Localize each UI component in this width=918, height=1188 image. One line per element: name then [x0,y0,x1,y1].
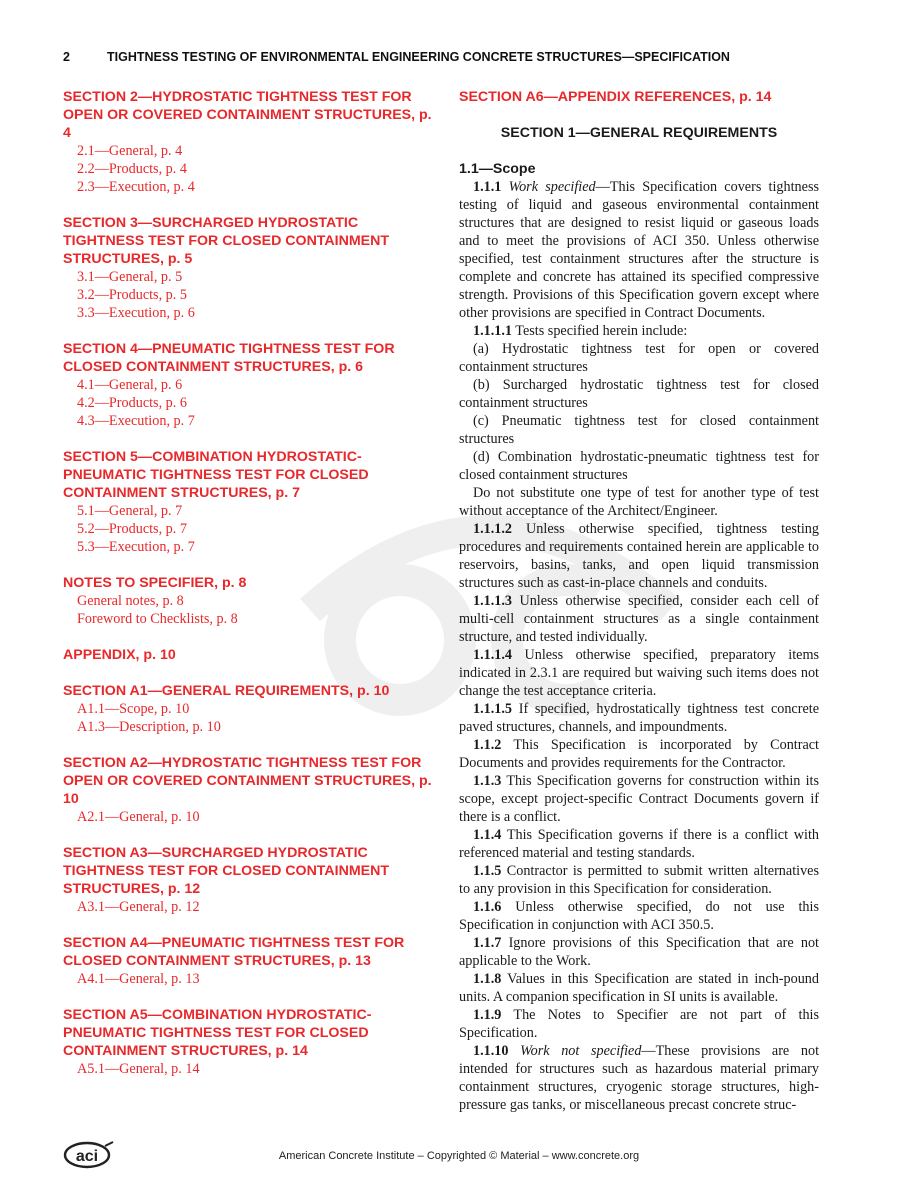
paragraph: Do not substitute one type of test for another type of test without acceptance of the Architect/Engineer. [459,485,819,519]
paragraph: 1.1.1.1 Tests specified herein include: [473,323,688,339]
toc-item[interactable]: A1.3—Description, p. 10 [77,719,221,735]
toc-section-heading[interactable]: SECTION A6—APPENDIX REFERENCES, p. 14 [459,89,772,105]
toc-item[interactable]: 3.2—Products, p. 5 [77,287,187,303]
paragraph: 1.1.2 This Specification is incorporated by Contract Documents and provides requirements for the Contractor. [459,737,819,771]
toc-item[interactable]: A1.1—Scope, p. 10 [77,701,190,717]
toc-section-heading[interactable]: SECTION 4—PNEUMATIC TIGHTNESS TEST FOR CLOSED CONTAINMENT STRUCTURES, p. 6 [63,341,395,375]
toc-group [63,574,433,628]
paragraph: 1.1.1 Work specified—This Specification covers tightness testing of liquid and gaseous environmental containment structures that are designed to resist liquid or gaseous loads and to meet the provisions of ACI 350. Unless otherwise specified, test containment structures after the structure is complete and concrete has attained its specified compressive strength. Provisions of this Specification govern except where other provisions are specified in Contract Documents. [459,179,819,321]
list-item: (c) Pneumatic tightness test for closed containment structures [459,413,819,447]
paragraph: 1.1.3 This Specification governs for construction within its scope, except project-specific Contract Documents govern if there is a conflict. [459,773,819,825]
toc-group [63,682,433,736]
toc-item[interactable]: 2.3—Execution, p. 4 [77,179,195,195]
toc-group [63,754,433,826]
paragraph: 1.1.6 Unless otherwise specified, do not use this Specification in conjunction with ACI 350.5. [459,899,819,933]
page-footer: American Concrete Institute – Copyrighted © Material – www.concrete.org [278,1150,640,1162]
toc-item[interactable]: A2.1—General, p. 10 [77,809,200,825]
toc-group [63,934,433,988]
paragraph: 1.1.7 Ignore provisions of this Specification that are not applicable to the Work. [459,935,819,969]
toc-item[interactable]: 3.3—Execution, p. 6 [77,305,195,321]
body-right-column [459,88,819,1114]
toc-item[interactable]: 5.3—Execution, p. 7 [77,539,195,555]
toc-section-heading[interactable]: SECTION A2—HYDROSTATIC TIGHTNESS TEST FOR OPEN OR COVERED CONTAINMENT STRUCTURES, p. 10 [63,755,432,807]
toc-item[interactable]: 2.1—General, p. 4 [77,143,183,159]
paragraph: 1.1.5 Contractor is permitted to submit written alternatives to any provision in this Specification for consideration. [459,863,819,897]
toc-item[interactable]: 4.1—General, p. 6 [77,377,183,393]
toc-section-heading[interactable]: NOTES TO SPECIFIER, p. 8 [63,575,247,591]
page-header [63,50,863,64]
toc-group [63,340,433,430]
toc-group [63,1006,433,1078]
toc-item[interactable]: 3.1—General, p. 5 [77,269,183,285]
toc-item[interactable]: Foreword to Checklists, p. 8 [77,611,238,627]
logo-text: aci [75,1148,99,1165]
toc-item[interactable]: 4.2—Products, p. 6 [77,395,187,411]
subsection-title: 1.1—Scope [459,161,536,177]
running-title: TIGHTNESS TESTING OF ENVIRONMENTAL ENGINEERING CONCRETE STRUCTURES—SPECIFICATION [107,50,730,64]
toc-item[interactable]: 5.1—General, p. 7 [77,503,183,519]
list-item: (a) Hydrostatic tightness test for open or covered containment structures [459,341,819,375]
toc-group [63,844,433,916]
paragraph: 1.1.10 Work not specified—These provisions are not intended for structures such as hazardous material primary containment structures, cryogenic storage structures, high-pressure gas tanks, or miscellaneous precast concrete struc- [459,1043,820,1113]
toc-item[interactable]: 4.3—Execution, p. 7 [77,413,195,429]
toc-section-heading[interactable]: SECTION A4—PNEUMATIC TIGHTNESS TEST FOR CLOSED CONTAINMENT STRUCTURES, p. 13 [63,935,405,969]
page-number: 2 [63,50,70,64]
toc-item[interactable]: 5.2—Products, p. 7 [77,521,187,537]
paragraph: 1.1.4 This Specification governs if there is a conflict with referenced material and testing standards. [459,827,819,861]
paragraph: 1.1.1.5 If specified, hydrostatically tightness test concrete paved structures, channels, and impoundments. [459,701,819,735]
toc-section-heading[interactable]: APPENDIX, p. 10 [63,647,176,663]
paragraph: 1.1.1.3 Unless otherwise specified, consider each cell of multi-cell containment structures as a single containment structure, and tested individually. [459,593,819,645]
toc-item[interactable]: General notes, p. 8 [77,593,184,609]
paragraph: 1.1.9 The Notes to Specifier are not part of this Specification. [459,1007,819,1041]
toc-group [63,88,433,196]
list-item: (b) Surcharged hydrostatic tightness test for closed containment structures [459,377,819,411]
toc-item[interactable]: A5.1—General, p. 14 [77,1061,200,1077]
paragraph: 1.1.8 Values in this Specification are stated in inch-pound units. A companion specification in SI units is available. [459,971,819,1005]
toc-section-heading[interactable]: SECTION 3—SURCHARGED HYDROSTATIC TIGHTNESS TEST FOR CLOSED CONTAINMENT STRUCTURES, p. 5 [63,215,390,267]
toc-group [63,646,433,664]
toc-section-heading[interactable]: SECTION A5—COMBINATION HYDROSTATIC-PNEUMATIC TIGHTNESS TEST FOR CLOSED CONTAINMENT STRUCTURES, p. 14 [63,1007,372,1059]
toc-section-heading[interactable]: SECTION A3—SURCHARGED HYDROSTATIC TIGHTNESS TEST FOR CLOSED CONTAINMENT STRUCTURES, p. 12 [63,845,390,897]
section-title: SECTION 1—GENERAL REQUIREMENTS [500,125,778,141]
toc-left-column [63,88,433,1096]
toc-group [63,214,433,322]
toc-section-heading[interactable]: SECTION A1—GENERAL REQUIREMENTS, p. 10 [63,683,390,699]
toc-section-heading[interactable]: SECTION 2—HYDROSTATIC TIGHTNESS TEST FOR OPEN OR COVERED CONTAINMENT STRUCTURES, p. 4 [63,89,432,141]
toc-section-heading[interactable]: SECTION 5—COMBINATION HYDROSTATIC-PNEUMATIC TIGHTNESS TEST FOR CLOSED CONTAINMENT STRUCTURES, p. 7 [63,449,369,501]
toc-item[interactable]: A3.1—General, p. 12 [77,899,200,915]
paragraph: 1.1.1.4 Unless otherwise specified, preparatory items indicated in 2.3.1 are required but waiving such items does not change the test acceptance criteria. [459,647,819,699]
toc-item[interactable]: A4.1—General, p. 13 [77,971,200,987]
paragraph: 1.1.1.2 Unless otherwise specified, tightness testing procedures and requirements contained herein are applicable to reservoirs, basins, tanks, and open liquid transmission structures such as cast-in-place channels and conduits. [459,521,819,591]
toc-group [63,448,433,556]
toc-item[interactable]: 2.2—Products, p. 4 [77,161,187,177]
list-item: (d) Combination hydrostatic-pneumatic tightness test for closed containment structures [459,449,819,483]
